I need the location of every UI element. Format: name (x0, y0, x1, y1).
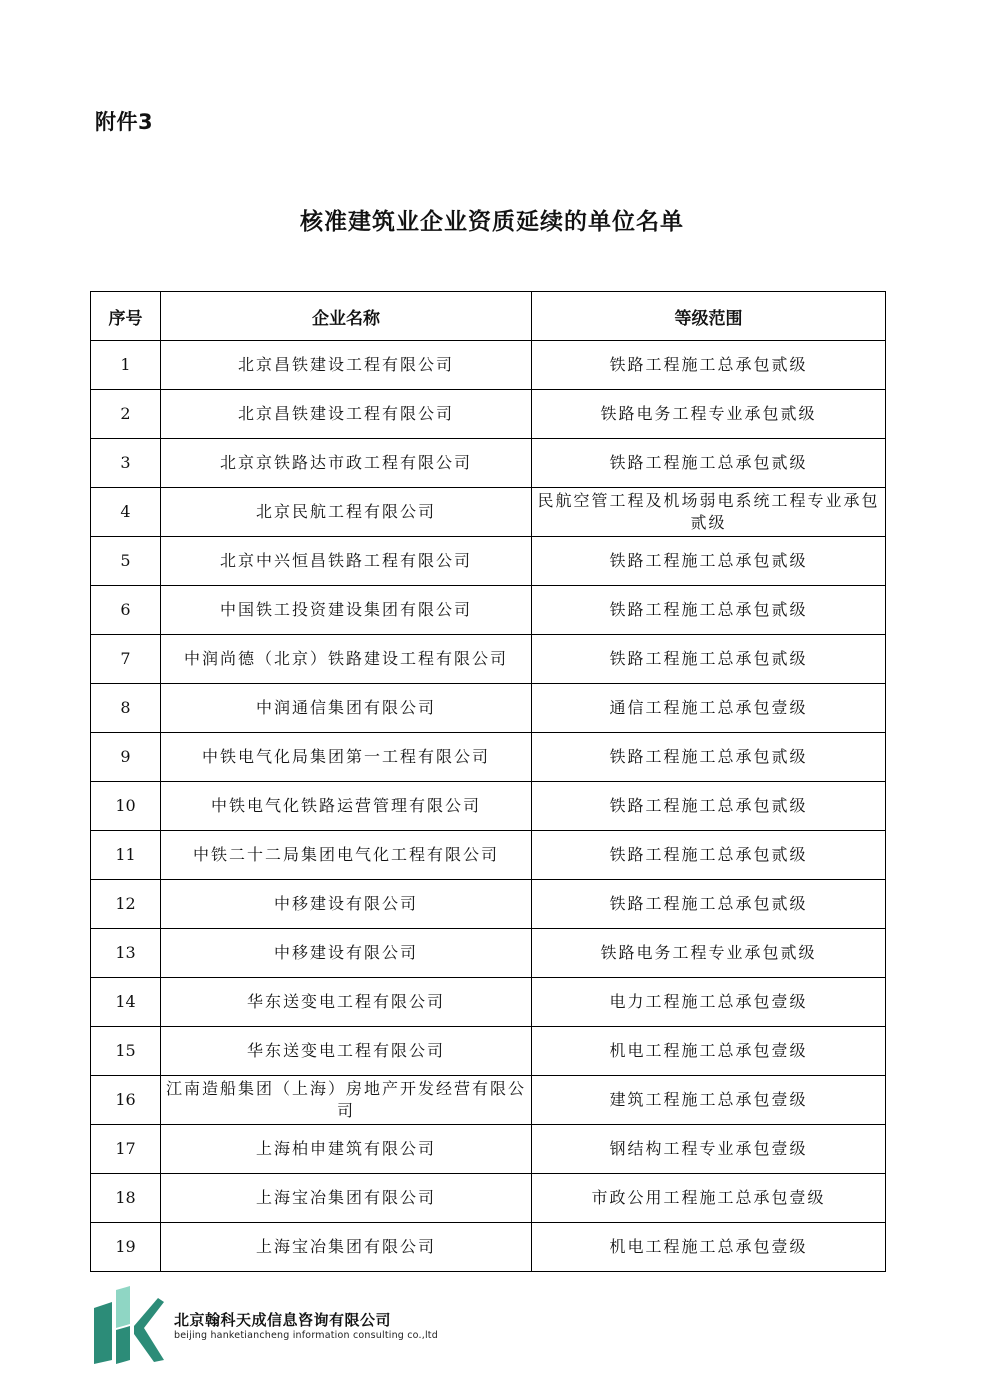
table-row (91, 1125, 886, 1174)
column-header-company: 企业名称 (161, 292, 532, 341)
company-name-cell: 北京中兴恒昌铁路工程有限公司 (161, 537, 532, 586)
footer-company-name: 北京翰科天成信息咨询有限公司 (174, 1311, 392, 1329)
serial-cell: 14 (91, 978, 161, 1027)
serial-cell: 16 (91, 1076, 161, 1125)
qualification-scope-cell: 铁路工程施工总承包贰级 (532, 586, 886, 635)
company-name-cell: 中移建设有限公司 (161, 929, 532, 978)
table-row (91, 1174, 886, 1223)
company-name-cell: 华东送变电工程有限公司 (161, 1027, 532, 1076)
table-row (91, 978, 886, 1027)
table-row (91, 635, 886, 684)
company-name-cell: 中铁二十二局集团电气化工程有限公司 (161, 831, 532, 880)
qualification-scope-cell: 钢结构工程专业承包壹级 (532, 1125, 886, 1174)
company-name-cell: 中移建设有限公司 (161, 880, 532, 929)
company-name-cell: 中润通信集团有限公司 (161, 684, 532, 733)
table-row (91, 390, 886, 439)
table-row (91, 1027, 886, 1076)
serial-cell: 8 (91, 684, 161, 733)
qualification-scope-cell: 铁路工程施工总承包贰级 (532, 341, 886, 390)
table-row (91, 684, 886, 733)
company-name-cell: 中润尚德（北京）铁路建设工程有限公司 (161, 635, 532, 684)
table-row (91, 733, 886, 782)
table-row (91, 488, 886, 537)
qualification-scope-cell: 电力工程施工总承包壹级 (532, 978, 886, 1027)
serial-cell: 15 (91, 1027, 161, 1076)
company-name-cell: 上海宝冶集团有限公司 (161, 1174, 532, 1223)
qualification-table (90, 291, 886, 1272)
qualification-scope-cell: 铁路工程施工总承包贰级 (532, 635, 886, 684)
qualification-scope-cell: 机电工程施工总承包壹级 (532, 1027, 886, 1076)
serial-cell: 17 (91, 1125, 161, 1174)
table-row (91, 880, 886, 929)
table-row (91, 1076, 886, 1125)
qualification-scope-cell: 铁路工程施工总承包贰级 (532, 880, 886, 929)
serial-cell: 18 (91, 1174, 161, 1223)
logo-shape-middle (116, 1326, 130, 1364)
logo-shape-left (94, 1302, 112, 1364)
serial-cell: 3 (91, 439, 161, 488)
attachment-label: 附件3 (95, 110, 154, 134)
table-row (91, 929, 886, 978)
table-row (91, 831, 886, 880)
company-logo (92, 1286, 166, 1364)
qualification-scope-cell: 民航空管工程及机场弱电系统工程专业承包贰级 (532, 488, 886, 537)
table-row (91, 341, 886, 390)
serial-cell: 13 (91, 929, 161, 978)
serial-cell: 10 (91, 782, 161, 831)
company-name-cell: 北京昌铁建设工程有限公司 (161, 390, 532, 439)
serial-cell: 12 (91, 880, 161, 929)
serial-cell: 7 (91, 635, 161, 684)
qualification-scope-cell: 机电工程施工总承包壹级 (532, 1223, 886, 1272)
serial-cell: 9 (91, 733, 161, 782)
company-name-cell: 中国铁工投资建设集团有限公司 (161, 586, 532, 635)
serial-cell: 4 (91, 488, 161, 537)
serial-cell: 1 (91, 341, 161, 390)
logo-shape-right (134, 1298, 164, 1362)
qualification-scope-cell: 铁路电务工程专业承包贰级 (532, 929, 886, 978)
qualification-scope-cell: 市政公用工程施工总承包壹级 (532, 1174, 886, 1223)
company-name-cell: 北京昌铁建设工程有限公司 (161, 341, 532, 390)
logo-shape-top (116, 1286, 130, 1328)
column-header-scope: 等级范围 (532, 292, 886, 341)
serial-cell: 5 (91, 537, 161, 586)
serial-cell: 11 (91, 831, 161, 880)
table-row (91, 782, 886, 831)
qualification-scope-cell: 铁路电务工程专业承包贰级 (532, 390, 886, 439)
qualification-scope-cell: 铁路工程施工总承包贰级 (532, 733, 886, 782)
serial-cell: 6 (91, 586, 161, 635)
column-header-serial: 序号 (91, 292, 161, 341)
company-name-cell: 中铁电气化局集团第一工程有限公司 (161, 733, 532, 782)
company-name-cell: 江南造船集团（上海）房地产开发经营有限公司 (161, 1076, 532, 1125)
qualification-scope-cell: 铁路工程施工总承包贰级 (532, 782, 886, 831)
company-name-cell: 北京民航工程有限公司 (161, 488, 532, 537)
table-row (91, 1223, 886, 1272)
qualification-scope-cell: 铁路工程施工总承包贰级 (532, 831, 886, 880)
qualification-scope-cell: 建筑工程施工总承包壹级 (532, 1076, 886, 1125)
serial-cell: 2 (91, 390, 161, 439)
table-header-row (91, 292, 886, 341)
company-name-cell: 中铁电气化铁路运营管理有限公司 (161, 782, 532, 831)
document-title: 核准建筑业企业资质延续的单位名单 (300, 209, 684, 235)
qualification-scope-cell: 铁路工程施工总承包贰级 (532, 537, 886, 586)
company-name-cell: 上海宝冶集团有限公司 (161, 1223, 532, 1272)
company-name-cell: 华东送变电工程有限公司 (161, 978, 532, 1027)
footer-company-name-en: beijing hanketiancheng information consulting co.,ltd (174, 1330, 438, 1341)
company-name-cell: 上海柏申建筑有限公司 (161, 1125, 532, 1174)
qualification-scope-cell: 铁路工程施工总承包贰级 (532, 439, 886, 488)
table-row (91, 537, 886, 586)
qualification-scope-cell: 通信工程施工总承包壹级 (532, 684, 886, 733)
table-row (91, 439, 886, 488)
company-name-cell: 北京京铁路达市政工程有限公司 (161, 439, 532, 488)
table-body (91, 341, 886, 1272)
serial-cell: 19 (91, 1223, 161, 1272)
table-row (91, 586, 886, 635)
